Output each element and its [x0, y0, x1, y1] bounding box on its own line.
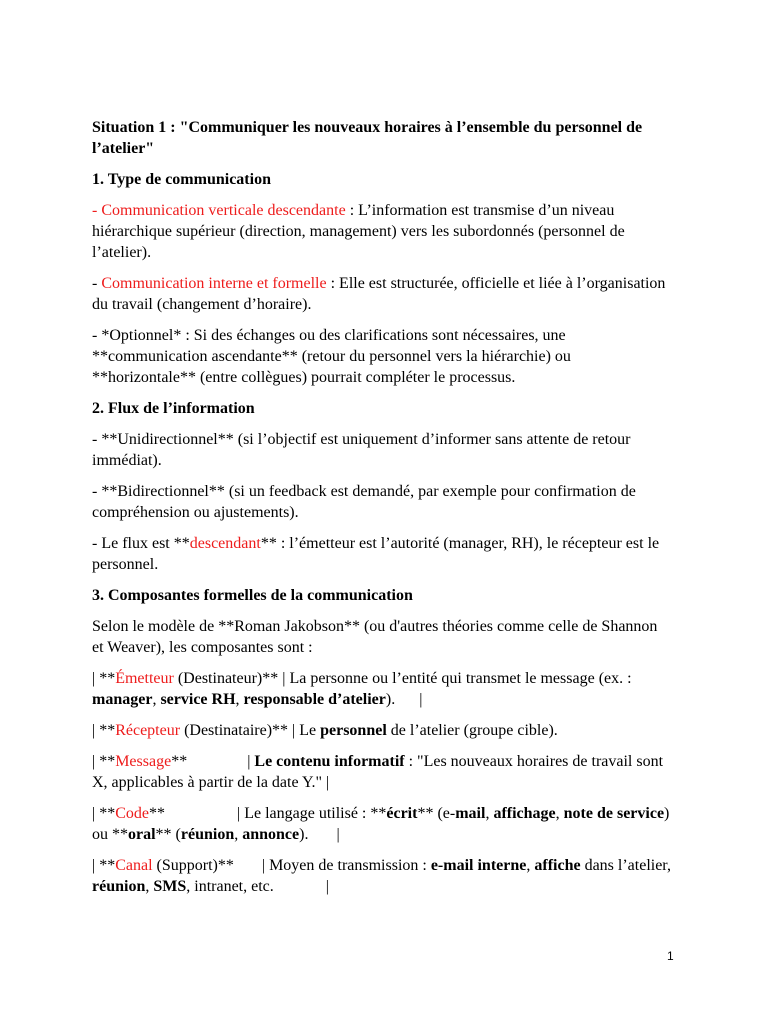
red-term: descendant — [189, 535, 261, 552]
text: : Elle est structurée, officielle et liée à l’organisation du travail (changement d’horaire). — [92, 275, 666, 313]
document-body — [92, 117, 672, 907]
text: ** | — [171, 753, 255, 770]
text: | ** — [92, 805, 116, 822]
text: - — [92, 275, 102, 292]
bold-term: SMS — [153, 878, 187, 895]
bold-term: mail — [455, 805, 486, 822]
bold-term: affichage — [493, 805, 556, 822]
text: ** (e- — [417, 805, 456, 822]
text: , — [235, 691, 244, 708]
text: | ** — [92, 753, 116, 770]
text: , — [485, 805, 494, 822]
document-title: Situation 1 : "Communiquer les nouveaux horaires à l’ensemble du personnel de l’atelier" — [92, 119, 643, 157]
text: ) ou ** — [92, 805, 670, 843]
section-3-heading: 3. Composantes formelles de la communication — [92, 587, 413, 604]
component-canal — [92, 855, 672, 897]
red-term: Code — [115, 805, 149, 822]
text: , — [555, 805, 564, 822]
bold-term: réunion — [92, 878, 146, 895]
component-recepteur — [92, 720, 672, 741]
text: dans l’atelier, — [580, 857, 671, 874]
text: | ** — [92, 670, 116, 687]
text: ** : l’émetteur est l’autorité (manager, RH), le récepteur est le personnel. — [92, 535, 660, 573]
bold-term: personnel — [320, 722, 387, 739]
bold-term: manager — [92, 691, 153, 708]
component-message — [92, 751, 672, 793]
text: , — [152, 691, 161, 708]
text: de l’atelier (groupe cible). — [386, 722, 558, 739]
component-code — [92, 803, 672, 845]
text: (Support)** | Moyen de transmission : — [152, 857, 431, 874]
red-term: Communication interne et formelle — [101, 275, 327, 292]
red-term: Message — [115, 753, 172, 770]
text: | ** — [92, 857, 116, 874]
s1-paragraph-1 — [92, 200, 672, 263]
bold-term: réunion — [180, 826, 235, 843]
bold-term: Le contenu informatif — [254, 753, 405, 770]
component-emetteur — [92, 668, 672, 710]
s2-paragraph-1: - **Unidirectionnel** (si l’objectif est uniquement d’informer sans attente de retour immédiat). — [92, 431, 631, 469]
bold-term: responsable d’atelier — [243, 691, 386, 708]
text: , — [145, 878, 154, 895]
text: (Destinateur)** | La personne ou l’entité qui transmet le message (ex. : — [173, 670, 632, 687]
text: ** | Le langage utilisé : ** — [148, 805, 387, 822]
text: : L’information est transmise d’un niveau hiérarchique supérieur (direction, management) vers les subordonnés (personnel de l’atelier). — [92, 202, 625, 261]
bold-term: écrit — [386, 805, 418, 822]
s2-paragraph-2: - **Bidirectionnel** (si un feedback est demandé, par exemple pour confirmation de compréhension ou ajustements). — [92, 483, 636, 521]
bold-term: note de service — [563, 805, 665, 822]
bold-term: annonce — [242, 826, 300, 843]
section-2-heading: 2. Flux de l’information — [92, 400, 255, 417]
red-term: - Communication verticale descendante — [92, 202, 346, 219]
s3-intro: Selon le modèle de **Roman Jakobson** (ou d'autres théories comme celle de Shannon et Weaver), les composantes sont : — [92, 618, 658, 656]
s1-paragraph-2 — [92, 273, 672, 315]
section-1-heading: 1. Type de communication — [92, 171, 271, 188]
text: - Le flux est ** — [92, 535, 190, 552]
text: (Destinataire)** | Le — [180, 722, 321, 739]
text: , intranet, etc. | — [186, 878, 329, 895]
text: | ** — [92, 722, 116, 739]
bold-term: affiche — [534, 857, 581, 874]
s1-paragraph-3: - *Optionnel* : Si des échanges ou des clarifications sont nécessaires, une **communication ascendante** (retour du personnel vers la hiérarchie) ou **horizontale** (entre collègues) pourrait compléter le processus. — [92, 327, 571, 386]
text: , — [234, 826, 243, 843]
red-term: Émetteur — [115, 670, 174, 687]
red-term: Canal — [115, 857, 153, 874]
red-term: Récepteur — [115, 722, 181, 739]
page-number: 1 — [667, 949, 674, 963]
text: : "Les nouveaux horaires de travail sont X, applicables à partir de la date Y." | — [92, 753, 664, 791]
bold-term: oral — [128, 826, 156, 843]
bold-term: e-mail interne — [430, 857, 527, 874]
bold-term: service RH — [160, 691, 236, 708]
text: ). | — [299, 826, 340, 843]
text: , — [526, 857, 535, 874]
text: ). | — [385, 691, 423, 708]
text: ** ( — [155, 826, 181, 843]
s2-paragraph-3 — [92, 533, 672, 575]
